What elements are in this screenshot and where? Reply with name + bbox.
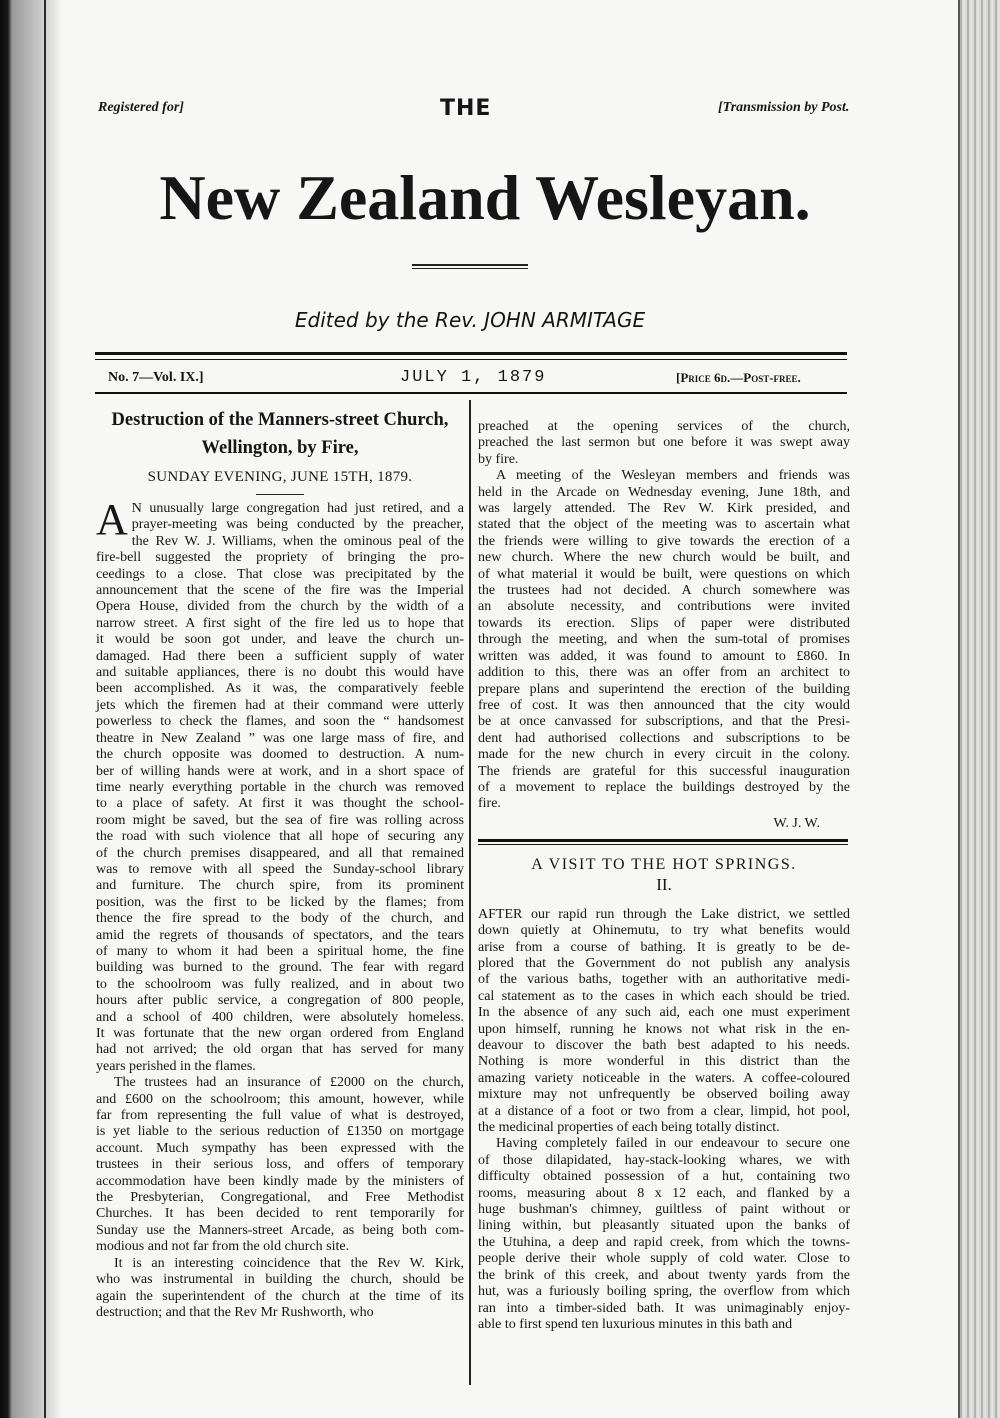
text-line: an absolute necessity, and contributions were invited	[478, 599, 850, 615]
text-line: powerless to check the flames, and soon the “ handsomest	[96, 714, 464, 730]
text-line: ber of willing hands were at work, and in a short space of	[96, 763, 464, 779]
text-line: of those dilapidated, hay-stack-looking whares, we with	[478, 1152, 850, 1168]
text-line: the road with such violence that all hope of securing any	[96, 829, 464, 845]
signature: W. J. W.	[773, 815, 820, 831]
text-line: been accomplished. As it was, the comparatively feeble	[96, 681, 464, 697]
subtitle-rule	[256, 494, 304, 495]
text-line: ceedings to a close. That close was precipitated by the	[96, 566, 464, 582]
text-line: fire.	[478, 796, 501, 812]
text-line: was largely attended. The Rev W. Kirk presided, and	[478, 501, 850, 517]
section-rule	[478, 839, 848, 845]
text-line: A meeting of the Wesleyan members and friends was	[496, 468, 850, 484]
issue-number: No. 7—Vol. IX.]	[108, 370, 204, 385]
text-line: amazing variety noticeable in the waters. A coffee-coloured	[478, 1070, 850, 1086]
text-line: of the church premises disappeared, and all that remained	[96, 845, 464, 861]
text-line: of what material it would be built, were questions on which	[478, 566, 850, 582]
text-line: and a school of 400 children, were absolutely homeless.	[96, 1009, 464, 1025]
text-line: and £600 on the schoolroom; this amount, however, while	[96, 1091, 464, 1107]
text-line: dent had authorised collections and subscriptions to be	[478, 730, 850, 746]
text-line: far from representing the full value of what is destroyed,	[96, 1108, 464, 1124]
article-subtitle: SUNDAY EVENING, JUNE 15TH, 1879.	[147, 469, 413, 485]
text-line: It is an interesting coincidence that the Rev W. Kirk,	[114, 1255, 464, 1271]
article2-paragraph	[478, 1136, 850, 1333]
text-line: difficulty obtained possession of a hut, containing two	[478, 1169, 850, 1185]
article2-part: II.	[656, 874, 672, 894]
drop-cap: A	[96, 495, 128, 544]
text-line: upon himself, running he knows not what risk in the en-	[478, 1021, 850, 1037]
masthead-title: New Zealand Wesleyan.	[159, 162, 811, 233]
text-line: modious and not far from the old church site.	[96, 1239, 350, 1255]
text-line: Nothing is more wonderful in this district than the	[478, 1054, 850, 1070]
text-line: preached at the opening services of the church,	[478, 419, 850, 434]
text-line: written was added, it was found to amount to £860. In	[478, 648, 850, 664]
text-line: thence the fire spread to the body of the church, and	[96, 911, 464, 927]
masthead-ornament-rule	[412, 264, 528, 269]
text-line: ran into a timber-sided bath. It was unimaginably enjoy-	[478, 1300, 850, 1316]
text-line: be at once canvassed for subscriptions, and that the Presi-	[478, 714, 850, 730]
article-title-line-2: Wellington, by Fire,	[201, 438, 359, 458]
article-paragraph	[96, 1075, 464, 1255]
transmission-note: [Transmission by Post.	[718, 100, 850, 115]
issue-price: [Price 6d.—Post-free.	[676, 370, 801, 385]
text-line: position, was the first to be licked by the flames; from	[96, 894, 464, 910]
text-line: amid the regrets of thousands of spectators, and the tears	[96, 927, 464, 943]
header-rule-bottom	[95, 392, 847, 395]
text-line: through the meeting, and when the sum-total of promises	[478, 632, 850, 648]
editor-line: Edited by the Rev. JOHN ARMITAGE	[294, 308, 646, 332]
text-line: The friends are grateful for this successful inauguration	[478, 763, 850, 779]
text-line: cal statement as to the cases in which each should be tried.	[478, 988, 850, 1004]
text-line: at a distance of a foot or two from a clear, limpid, hot pool,	[478, 1103, 850, 1119]
text-line: rooms, measuring about 8 x 12 each, and flanked by a	[478, 1185, 850, 1201]
text-line: Churches. It has been decided to rent temporarily for	[96, 1206, 464, 1222]
page-stack-edge	[958, 0, 1000, 1418]
text-line: able to first spend ten luxurious minutes in this bath and	[478, 1316, 793, 1332]
text-line: prayer-meeting was being conducted by the preacher,	[131, 517, 464, 533]
text-line: down quietly at Ohinemutu, to try what benefits would	[478, 923, 850, 939]
text-line: years perished in the flames.	[96, 1058, 256, 1074]
text-line: mixture may not unfrequently be observed boiling away	[478, 1087, 850, 1103]
text-line: held in the Arcade on Wednesday evening, June 18th, and	[478, 484, 850, 500]
text-line: huge bushman's chimney, guiltless of paint without or	[478, 1202, 850, 1218]
text-line: had not arrived; the old organ that has served for many	[96, 1042, 464, 1058]
text-line: fire-bell suggested the propriety of bringing the pro-	[96, 550, 464, 566]
text-line: is yet liable to the serious reduction of £1350 on mortgage	[96, 1124, 464, 1140]
text-line: announcement that the scene of the fire was the Imperial	[96, 583, 464, 599]
binding-line	[44, 0, 46, 1418]
text-line: lining within, but pleasantly situated upon the banks of	[478, 1218, 850, 1234]
text-line: the Utuhina, a deep and rapid creek, from which the towns-	[478, 1234, 850, 1250]
header-rule-top	[95, 352, 847, 360]
text-line: arise from a course of bathing. It is greatly to be de-	[478, 939, 850, 955]
text-line: The trustees had an insurance of £2000 on the church,	[114, 1075, 464, 1091]
column-divider	[469, 400, 471, 1385]
issue-date: JULY 1, 1879	[400, 368, 547, 387]
text-line: AFTER our rapid run through the Lake district, we settled	[478, 906, 850, 922]
left-column	[96, 406, 464, 1321]
text-line: It was fortunate that the new organ ordered from England	[96, 1026, 464, 1041]
text-line: In the absence of any such aid, each one must experiment	[478, 1005, 850, 1021]
text-line: destruction; and that the Rev Mr Rushworth, who	[96, 1304, 374, 1320]
text-line: to a place of safety. At first it was thought the school-	[96, 796, 464, 812]
page-right-edge	[958, 0, 960, 1418]
text-line: and furniture. The church spire, from its prominent	[96, 878, 464, 894]
text-line: plored that the Government do not publish any analysis	[478, 955, 850, 971]
text-line: trustees in their serious loss, and offers of temporary	[96, 1157, 464, 1173]
text-line: was to remove with all speed the Sunday-school library	[96, 861, 464, 877]
text-line: damaged. Had there been a sufficient supply of water	[96, 648, 464, 664]
text-line: free of cost. It was then announced that the city would	[478, 697, 850, 713]
text-line: the Rev W. J. Williams, when the ominous peal of the	[131, 533, 464, 549]
text-line: the brink of this creek, and about twenty yards from the	[478, 1267, 850, 1283]
article-continued	[478, 468, 850, 813]
masthead-the: THE	[440, 96, 492, 121]
text-line: the Presbyterian, Congregational, and Free Methodist	[96, 1190, 464, 1206]
article-title-line-1: Destruction of the Manners-street Church,	[111, 410, 449, 430]
right-column	[478, 419, 850, 1333]
text-line: Sunday use the Manners-street Arcade, as being both com-	[96, 1222, 464, 1238]
text-line: who was instrumental in building the church, should be	[96, 1272, 464, 1288]
text-line: of a movement to replace the buildings destroyed by the	[478, 779, 850, 795]
text-line: it would be soon got under, and leave the church un-	[96, 632, 464, 648]
text-line: hut, was a furiously boiling spring, the overflow from which	[478, 1284, 850, 1300]
text-line: theatre in New Zealand ” was one large mass of fire, and	[96, 730, 464, 746]
text-line: N unusually large congregation had just retired, and a	[131, 501, 464, 516]
text-line: addition to this, there was an offer from an architect to	[478, 665, 850, 681]
text-line: room might be saved, but the sea of fire was rolling across	[96, 812, 464, 828]
article-title	[96, 406, 464, 462]
text-line: jets which the firemen had at their command were utterly	[96, 697, 464, 713]
text-line: of many to whom it had been a spiritual home, the fine	[96, 943, 464, 959]
article-paragraph	[96, 495, 464, 1075]
article2-paragraph	[478, 907, 850, 1137]
text-line: the church opposite was doomed to destruction. A num-	[96, 747, 464, 763]
text-line: towards its erection. Slips of paper were distributed	[478, 615, 850, 631]
text-line: accommodation have been kindly made by the ministers of	[96, 1173, 464, 1189]
text-line: again the superintendent of the church at the time of its	[96, 1288, 464, 1304]
text-line: preached the last sermon but one before it was swept away	[478, 435, 850, 451]
text-line: and suitable appliances, there is no doubt this would have	[96, 665, 464, 681]
text-line: Having completely failed in our endeavour to secure one	[496, 1136, 850, 1152]
text-line: building was burned to the ground. The fear with regard	[96, 960, 464, 976]
text-line: prepare plans and superintend the erection of the building	[478, 681, 850, 697]
text-line: by fire.	[478, 451, 519, 467]
article2-title: A VISIT TO THE HOT SPRINGS.	[531, 855, 797, 873]
text-line: people derive their whole supply of cold water. Close to	[478, 1251, 850, 1267]
text-line: the friends were willing to give towards the erection of a	[478, 533, 850, 549]
text-line: account. Much sympathy has been expressed with the	[96, 1140, 464, 1156]
text-line: made for the new church in every circuit in the colony.	[478, 747, 850, 763]
text-line: time nearly everything portable in the church was removed	[96, 779, 464, 795]
article-paragraph	[96, 1256, 464, 1322]
registered-note: Registered for]	[98, 100, 184, 115]
text-line: the medicinal properties of each being totally distinct.	[478, 1120, 780, 1136]
text-line: new church. Where the new church would be built, and	[478, 550, 850, 566]
text-line: hours after public service, a congregation of 800 people,	[96, 993, 464, 1009]
scan-left-edge	[0, 0, 62, 1418]
text-line: deavour to discover the bath best adapted to his needs.	[478, 1038, 850, 1053]
text-line: to the schoolroom was fully realized, and in about two	[96, 976, 464, 992]
text-line: Opera House, divided from the church by the width of a	[96, 599, 464, 615]
text-line: stated that the object of the meeting was to ascertain what	[478, 517, 850, 533]
text-line: narrow street. A first sight of the fire led us to hope that	[96, 615, 464, 631]
text-line: the trustees had not decided. A church somewhere was	[478, 583, 850, 599]
article-continued	[478, 419, 850, 468]
text-line: of the various baths, together with an authoritative medi-	[478, 972, 850, 988]
